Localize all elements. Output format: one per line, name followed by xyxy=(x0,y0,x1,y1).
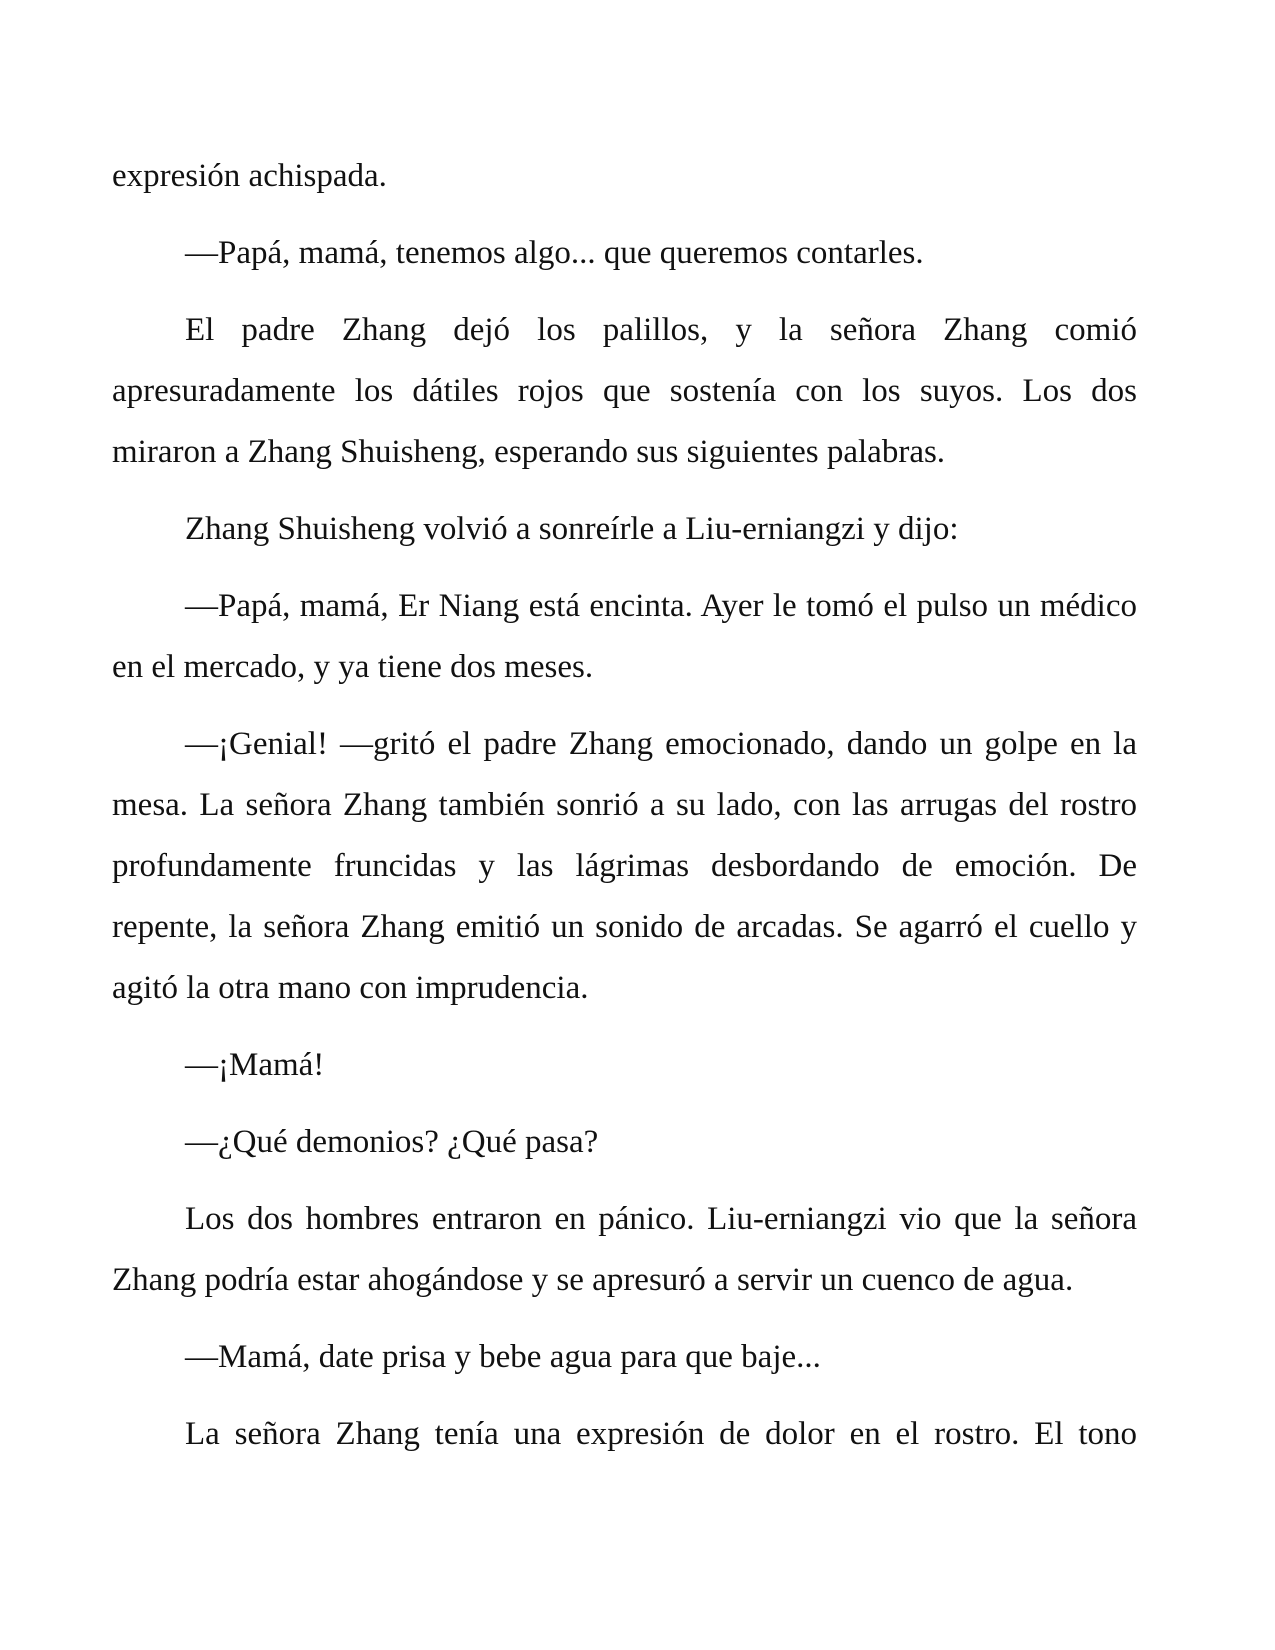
paragraph-8: —¿Qué demonios? ¿Qué pasa? xyxy=(185,1124,599,1160)
paragraph-6: —¡Genial! —gritó el padre Zhang emocionado, dando un golpe en la mesa. La señora Zhang también sonrió a su lado, con las arrugas del rostro profundamente fruncidas y las lágrimas desbordando de emoción. De repente, la señora Zhang emitió un sonido de arcadas. Se agarró el cuello y agitó la otra mano con imprudencia. xyxy=(112,726,1137,1006)
paragraph-9: Los dos hombres entraron en pánico. Liu-erniangzi vio que la señora Zhang podría estar ahogándose y se apresuró a servir un cuenco de agua. xyxy=(112,1201,1137,1298)
paragraph-4: Zhang Shuisheng volvió a sonreírle a Liu-erniangzi y dijo: xyxy=(185,511,959,547)
paragraph-7: —¡Mamá! xyxy=(185,1047,325,1083)
paragraph-1: expresión achispada. xyxy=(112,158,387,194)
paragraph-5: —Papá, mamá, Er Niang está encinta. Ayer le tomó el pulso un médico en el mercado, y ya tiene dos meses. xyxy=(112,588,1137,685)
paragraph-2: —Papá, mamá, tenemos algo... que queremos contarles. xyxy=(185,235,924,271)
paragraph-10: —Mamá, date prisa y bebe agua para que baje... xyxy=(185,1339,821,1375)
paragraph-11: La señora Zhang tenía una expresión de dolor en el rostro. El tono xyxy=(185,1416,1137,1452)
paragraph-3: El padre Zhang dejó los palillos, y la señora Zhang comió apresuradamente los dátiles rojos que sostenía con los suyos. Los dos miraron a Zhang Shuisheng, esperando sus siguientes palabras. xyxy=(112,312,1137,470)
document-page xyxy=(112,146,1137,1481)
